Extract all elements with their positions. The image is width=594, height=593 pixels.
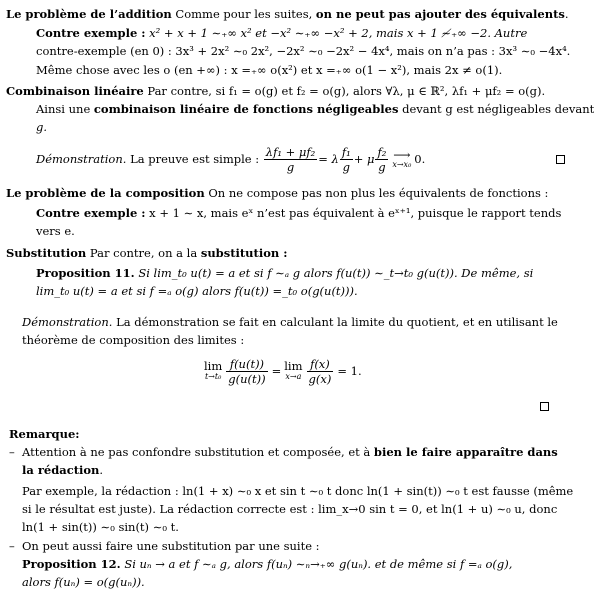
demo2-end: = 1. — [337, 364, 362, 378]
proposition-12-line1 — [22, 556, 512, 572]
demo2-eq: = — [271, 364, 282, 378]
proposition-12-label: Proposition 12. — [22, 557, 121, 571]
addition-title: Le problème de l’addition — [6, 7, 172, 21]
demo1-fraction-3: $\frac{\text{f₂}}{g}$ — [377, 144, 387, 174]
composition-counterexample-line1 — [36, 205, 561, 221]
demo2-line1 — [22, 314, 558, 330]
addition-counterexample-line3: Même chose avec les o (en +∞) : x =₊∞ o(x²) et x =₊∞ o(1 − x²), mais 2x ≠ o(1). — [36, 63, 503, 77]
addition-counterexample-line1 — [36, 25, 527, 41]
demo2-lim-2: lim x→a — [284, 359, 303, 381]
remark-bullet-1-line2 — [22, 462, 103, 478]
remark-b1-end: . — [99, 463, 104, 477]
demo2-line2: théorème de composition des limites : — [22, 333, 245, 347]
addition-counterexample-line2: contre-exemple (en 0) : 3x³ + 2x² ∼₀ 2x², −2x² ∼₀ −2x² − 4x⁴, mais on n’a pas : 3x³ ∼₀ −4x⁴. — [36, 44, 571, 58]
remark-example-line1: Par exemple, la rédaction : ln(1 + x) ∼₀ x et sin t ∼₀ t donc ln(1 + sin(t)) ∼₀ t est fausse (même — [22, 484, 574, 498]
counterexample-text: x² + x + 1 ∼₊∞ x² et −x² ∼₊∞ −x² + 2, mais x + 1 ≁₊∞ −2. Autre — [149, 26, 528, 40]
remark-bullet-1-line1 — [22, 444, 558, 460]
remark-example-line3: ln(1 + sin(t)) ∼₀ sin(t) ∼₀ t. — [22, 520, 179, 534]
remark-bullet-2-marker: – — [9, 539, 15, 553]
demo1-arrow: ⟶ x→x₀ — [392, 147, 412, 169]
linear-line2-bold: combinaison linéaire de fonctions négligeables — [93, 102, 399, 116]
demo2-fraction-2: $\frac{f(x)}{g(x)}$ — [308, 356, 332, 386]
composition-title: Le problème de la composition — [6, 186, 205, 200]
composition-ce-label: Contre exemple : — [36, 206, 146, 220]
demo1-line — [36, 140, 425, 178]
substitution-heading-line — [6, 245, 288, 261]
qed-square-2 — [540, 402, 549, 411]
substitution-text-bold: substitution : — [200, 246, 288, 260]
demo1-end: 0. — [414, 152, 426, 166]
demo2-fraction-1: $\frac{f(u(t))}{g(u(t))}$ — [228, 356, 266, 386]
demo2-lim-1: lim t→t₀ — [204, 359, 223, 381]
linear-line2-pre: Ainsi une — [36, 102, 91, 116]
proposition-11-line1 — [36, 265, 533, 281]
proposition-11-text: Si lim_t₀ u(t) = a et si f ∼ₐ g alors f(u(t)) ∼_t→t₀ g(u(t)). De même, si — [138, 266, 534, 280]
demo1-eq: = λ — [318, 152, 339, 166]
remark-b1-pre: Attention à ne pas confondre substitution et composée, et à — [22, 445, 371, 459]
remark-b1-bold2: la rédaction — [22, 463, 100, 477]
remark-b1-bold1: bien le faire apparaître dans — [373, 445, 558, 459]
linear-line3: g. — [36, 120, 48, 134]
demo2-text: La démonstration se fait en calculant la limite du quotient, et en utilisant le — [116, 315, 558, 329]
remark-bullet-2-text: On peut aussi faire une substitution par une suite : — [22, 539, 320, 553]
remark-example-line2: si le résultat est juste). La rédaction correcte est : lim_x→0 sin t = 0, et ln(1 + u) ∼₀ u, donc — [22, 502, 558, 516]
demo1-fraction-2: $\frac{\text{f₁}}{g}$ — [341, 144, 351, 174]
linear-line2-post: devant g est négligeables devant — [402, 102, 594, 116]
composition-counterexample-line2: vers e. — [36, 224, 75, 238]
substitution-text: Par contre, on a la — [89, 246, 198, 260]
addition-intro-bold: on ne peut pas ajouter des équivalents — [315, 7, 565, 21]
addition-intro-end: . — [564, 7, 569, 21]
remark-bullet-1-marker: – — [9, 445, 15, 459]
composition-heading-line — [6, 185, 548, 201]
demo2-label: Démonstration. — [22, 315, 113, 329]
addition-intro: Comme pour les suites, — [175, 7, 313, 21]
qed-square-1 — [556, 155, 565, 164]
composition-text: On ne compose pas non plus les équivalents de fonctions : — [208, 186, 549, 200]
proposition-11-line2: lim_t₀ u(t) = a et si f =ₐ o(g) alors f(u(t)) =_t₀ o(g(u(t))). — [36, 284, 358, 298]
demo2-formula — [204, 352, 362, 390]
counterexample-label: Contre exemple : — [36, 26, 146, 40]
proposition-12-text: Si uₙ → a et f ∼ₐ g, alors f(uₙ) ∼ₙ→₊∞ g(uₙ). et de même si f =ₐ o(g), — [124, 557, 513, 571]
substitution-title: Substitution — [6, 246, 87, 260]
proposition-11-label: Proposition 11. — [36, 266, 135, 280]
demo1-plus: + μ — [353, 152, 375, 166]
demo1-label: Démonstration. — [36, 152, 127, 166]
demo1-fraction-1: $\frac{\text{λf₁ + μf₂}}{g}$ — [265, 144, 316, 174]
composition-ce-text: x + 1 ∼ x, mais eˣ n’est pas équivalent à eˣ⁺¹, puisque le rapport tends — [149, 206, 562, 220]
linear-text: Par contre, si f₁ = o(g) et f₂ = o(g), alors ∀λ, μ ∈ ℝ², λf₁ + μf₂ = o(g). — [147, 84, 546, 98]
linear-line2 — [36, 101, 594, 117]
proposition-12-line2: alors f(uₙ) = o(g(uₙ)). — [22, 575, 145, 589]
addition-heading-line — [6, 6, 569, 22]
linear-heading-line — [6, 83, 545, 99]
linear-title: Combinaison linéaire — [6, 84, 144, 98]
demo1-text: La preuve est simple : — [130, 152, 260, 166]
remark-title: Remarque: — [9, 427, 80, 441]
